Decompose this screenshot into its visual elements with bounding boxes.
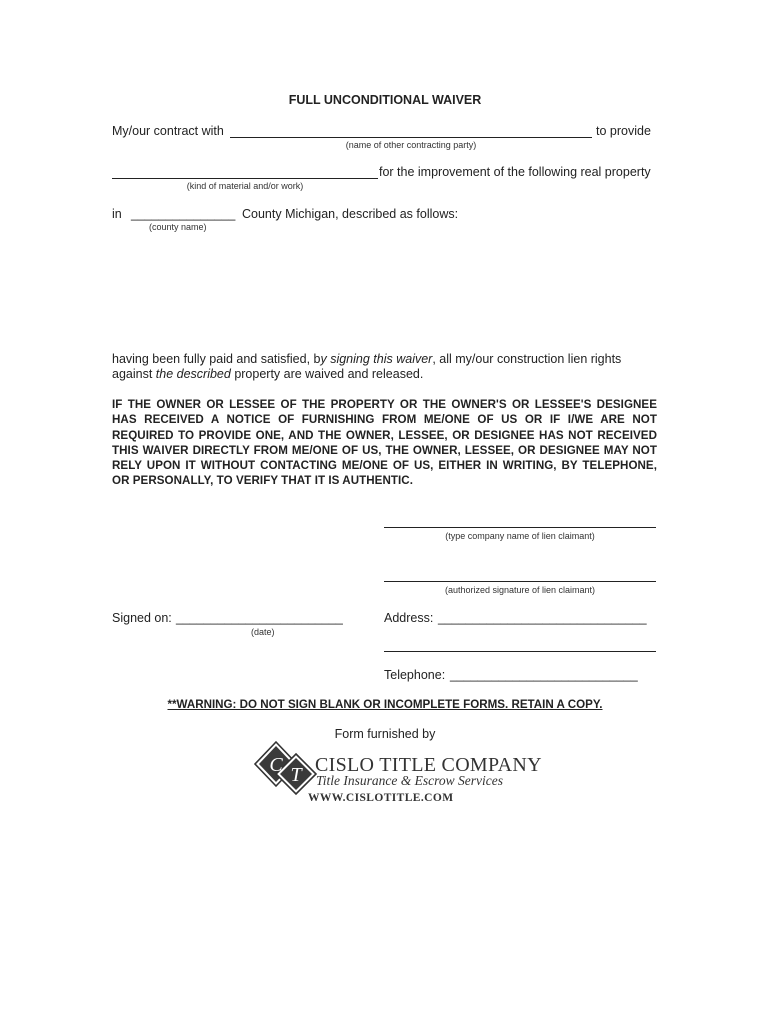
authenticity-notice: IF THE OWNER OR LESSEE OF THE PROPERTY OR THE OWNER'S OR LESSEE'S DESIGNEE HAS RECEIVED A NOTICE OF FURNISHING FROM ME/ONE OF US OR IF I/WE ARE NOT REQUIRED TO PROVIDE ONE, AND THE OWNER, LESSEE, OR DESIGNEE HAS NOT RECEIVED THIS WAIVER DIRECTLY FROM ME/ONE OF US, THE OWNER, LESSEE, OR DESIGNEE MAY NOT RELY UPON IT WITHOUT CONTACTING ME/ONE OF US, EITHER IN WRITING, BY TELEPHONE, OR PERSONALLY, TO VERIFY THAT IT IS AUTHENTIC.	[112, 398, 657, 488]
address-field-line-2[interactable]	[384, 651, 656, 652]
company-name-caption: (type company name of lien claimant)	[445, 531, 595, 541]
contract-with-label: My/our contract with	[112, 124, 224, 138]
paid-text-a: having been fully paid and satisfied, b	[112, 352, 321, 366]
county-name-field[interactable]: _______________	[131, 207, 236, 221]
to-provide-label: to provide	[596, 124, 651, 138]
county-name-caption: (county name)	[149, 222, 207, 232]
contracting-party-caption: (name of other contracting party)	[345, 140, 477, 150]
in-label: in	[112, 207, 122, 221]
paid-text-b: y signing this waiver	[320, 352, 433, 366]
company-name: CISLO TITLE COMPANY	[315, 754, 542, 776]
paid-text-c: , all my/our construction lien rights	[432, 352, 622, 366]
address-label: Address:	[384, 611, 434, 625]
contracting-party-field[interactable]	[230, 137, 592, 138]
company-tagline: Title Insurance & Escrow Services	[316, 773, 503, 788]
cislo-logo	[253, 740, 542, 812]
signature-field[interactable]	[384, 581, 656, 582]
material-work-caption: (kind of material and/or work)	[186, 181, 304, 191]
paid-line-1	[112, 352, 621, 366]
logo-letter-c: C	[269, 754, 283, 776]
furnished-by-label: Form furnished by	[334, 727, 436, 741]
improvement-label: for the improvement of the following real property	[379, 165, 651, 179]
paid-text-e: the described	[155, 367, 231, 381]
warning-text: **WARNING: DO NOT SIGN BLANK OR INCOMPLETE FORMS. RETAIN A COPY.	[167, 698, 603, 711]
paid-line-2	[112, 367, 423, 381]
paid-text-d: against	[112, 367, 156, 381]
material-work-field[interactable]	[112, 178, 378, 179]
date-caption: (date)	[251, 627, 275, 637]
county-michigan-label: County Michigan, described as follows:	[242, 207, 459, 221]
company-website: WWW.CISLOTITLE.COM	[308, 792, 454, 804]
address-field[interactable]: ______________________________	[438, 611, 647, 625]
logo-letter-t: T	[290, 764, 302, 786]
signed-on-label: Signed on:	[112, 611, 172, 625]
signature-caption: (authorized signature of lien claimant)	[444, 585, 596, 595]
paid-text-f: property are waived and released.	[230, 367, 424, 381]
telephone-field[interactable]: ___________________________	[450, 668, 638, 682]
telephone-label: Telephone:	[384, 668, 446, 682]
company-name-field[interactable]	[384, 527, 656, 528]
form-title: FULL UNCONDITIONAL WAIVER	[288, 93, 482, 107]
signed-on-date-field[interactable]: ________________________	[176, 611, 343, 625]
